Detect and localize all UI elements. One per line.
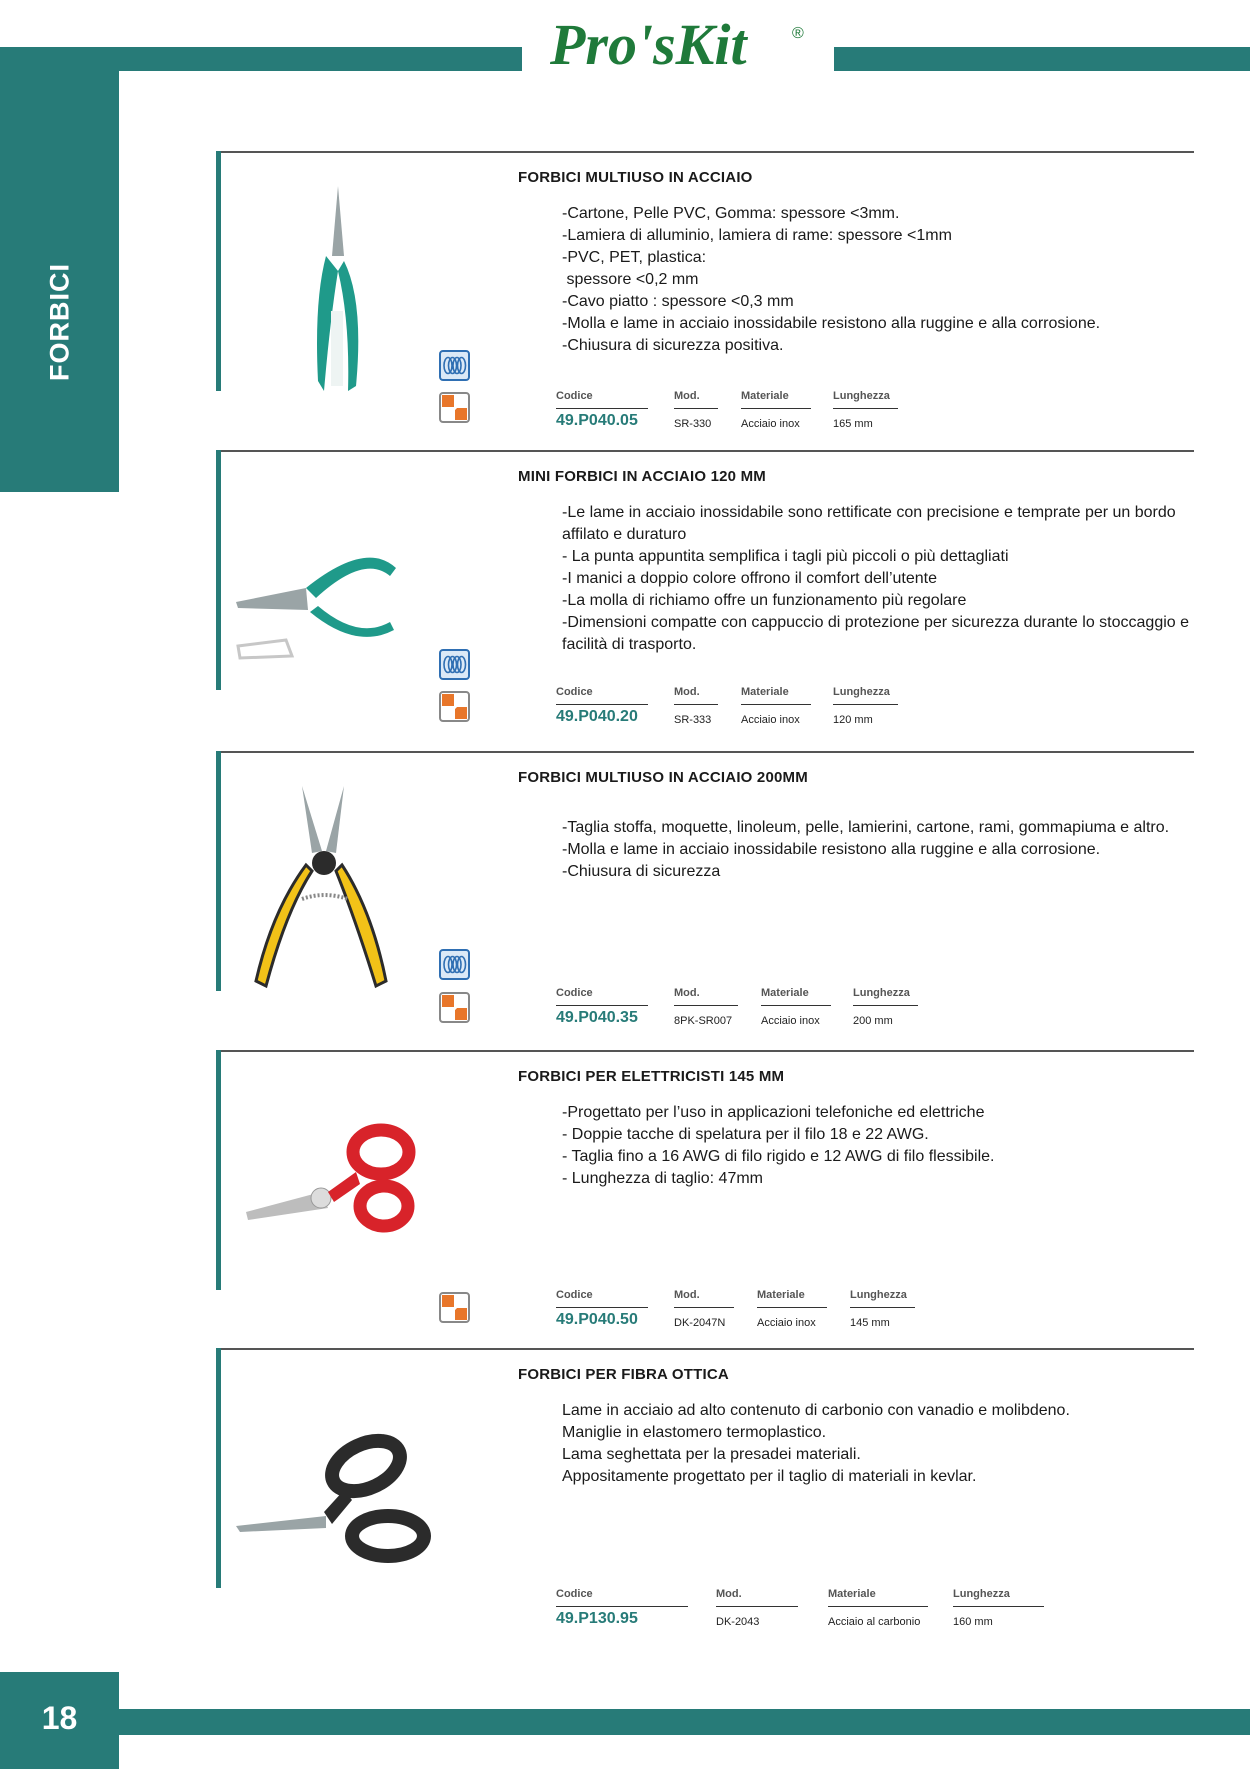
footer-bar bbox=[119, 1709, 1250, 1735]
product-photo bbox=[226, 480, 456, 720]
proskit-logo bbox=[540, 2, 820, 92]
description-line: - Lunghezza di taglio: 47mm bbox=[562, 1170, 763, 1187]
description-line: Maniglie in elastomero termoplastico. bbox=[562, 1424, 827, 1441]
product-photo bbox=[226, 781, 456, 1021]
description-line: - La punta appuntita semplifica i tagli più piccoli o più dettagliati bbox=[562, 548, 1009, 565]
accent-line bbox=[216, 1348, 221, 1588]
header-bar-right bbox=[834, 47, 1250, 71]
product-material: Acciaio al carbonio bbox=[828, 1616, 921, 1628]
safety-lock-icon bbox=[439, 392, 470, 423]
product-length: 145 mm bbox=[850, 1317, 890, 1329]
spec-rule bbox=[674, 1307, 734, 1308]
spec-header-code: Codice bbox=[556, 1289, 593, 1301]
description-line: -Chiusura di sicurezza positiva. bbox=[562, 337, 784, 354]
spec-rule bbox=[850, 1307, 915, 1308]
spring-icon bbox=[439, 949, 470, 980]
spec-header-material: Materiale bbox=[741, 686, 789, 698]
accent-line bbox=[216, 151, 221, 391]
product-block bbox=[216, 751, 1194, 1051]
spec-header-model: Mod. bbox=[674, 1289, 700, 1301]
spring-icon bbox=[439, 649, 470, 680]
description-line: -PVC, PET, plastica: bbox=[562, 249, 707, 266]
product-material: Acciaio inox bbox=[757, 1317, 816, 1329]
product-model: SR-333 bbox=[674, 714, 712, 726]
spec-rule bbox=[828, 1606, 928, 1607]
description-line: Lama seghettata per la presadei materiali. bbox=[562, 1446, 861, 1463]
spec-header-length: Lunghezza bbox=[833, 390, 890, 402]
spec-rule bbox=[674, 704, 718, 705]
description-line: -Cartone, Pelle PVC, Gomma: spessore <3mm. bbox=[562, 205, 900, 222]
description-line: -Progettato per l’uso in applicazioni telefoniche ed elettriche bbox=[562, 1104, 985, 1121]
spec-rule bbox=[674, 408, 718, 409]
spec-header-model: Mod. bbox=[674, 390, 700, 402]
product-title: FORBICI MULTIUSO IN ACCIAIO bbox=[518, 169, 753, 186]
product-description bbox=[562, 817, 1192, 883]
product-code: 49.P040.20 bbox=[556, 708, 638, 725]
product-description bbox=[562, 1102, 1192, 1190]
safety-lock-icon bbox=[439, 691, 470, 722]
product-block bbox=[216, 151, 1194, 451]
spec-header-length: Lunghezza bbox=[850, 1289, 907, 1301]
safety-lock-icon bbox=[439, 992, 470, 1023]
product-block bbox=[216, 450, 1194, 750]
spec-header-code: Codice bbox=[556, 390, 593, 402]
product-code: 49.P040.35 bbox=[556, 1009, 638, 1026]
product-material: Acciaio inox bbox=[741, 418, 800, 430]
spec-rule bbox=[741, 704, 811, 705]
product-model: DK-2043 bbox=[716, 1616, 760, 1628]
product-block bbox=[216, 1050, 1194, 1350]
spec-rule bbox=[556, 408, 648, 409]
accent-line bbox=[216, 450, 221, 690]
product-code: 49.P130.95 bbox=[556, 1610, 638, 1627]
product-title: MINI FORBICI IN ACCIAIO 120 MM bbox=[518, 468, 766, 485]
spec-header-material: Materiale bbox=[757, 1289, 805, 1301]
product-material: Acciaio inox bbox=[761, 1015, 820, 1027]
product-description bbox=[562, 203, 1192, 357]
separator-line bbox=[216, 151, 1194, 153]
spec-rule bbox=[761, 1005, 831, 1006]
product-image bbox=[226, 1080, 456, 1320]
spec-header-length: Lunghezza bbox=[853, 987, 910, 999]
spring-icon bbox=[439, 350, 470, 381]
product-photo bbox=[226, 181, 456, 421]
product-title: FORBICI PER ELETTRICISTI 145 MM bbox=[518, 1068, 785, 1085]
spec-header-material: Materiale bbox=[761, 987, 809, 999]
section-label: FORBICI bbox=[44, 263, 75, 381]
product-length: 165 mm bbox=[833, 418, 873, 430]
product-model: SR-330 bbox=[674, 418, 712, 430]
description-line: -I manici a doppio colore offrono il comfort dell’utente bbox=[562, 570, 938, 587]
product-length: 160 mm bbox=[953, 1616, 993, 1628]
spec-header-model: Mod. bbox=[716, 1588, 742, 1600]
spec-header-material: Materiale bbox=[828, 1588, 876, 1600]
description-line: -Lamiera di alluminio, lamiera di rame: spessore <1mm bbox=[562, 227, 952, 244]
product-description bbox=[562, 502, 1192, 656]
spec-header-code: Codice bbox=[556, 987, 593, 999]
spec-rule bbox=[556, 1307, 648, 1308]
product-photo bbox=[226, 1378, 456, 1618]
spec-rule bbox=[741, 408, 811, 409]
product-model: DK-2047N bbox=[674, 1317, 726, 1329]
spec-rule bbox=[674, 1005, 738, 1006]
separator-line bbox=[216, 1348, 1194, 1350]
description-line: -La molla di richiamo offre un funzionamento più regolare bbox=[562, 592, 967, 609]
spec-rule bbox=[953, 1606, 1044, 1607]
logo-registered: ® bbox=[792, 25, 804, 42]
separator-line bbox=[216, 1050, 1194, 1052]
description-line: -Taglia stoffa, moquette, linoleum, pelle, lamierini, cartone, rami, gommapiuma e altro. bbox=[562, 819, 1170, 836]
product-image bbox=[226, 781, 456, 1021]
spec-header-model: Mod. bbox=[674, 987, 700, 999]
product-image bbox=[226, 1378, 456, 1618]
spec-header-code: Codice bbox=[556, 1588, 593, 1600]
product-title: FORBICI MULTIUSO IN ACCIAIO 200MM bbox=[518, 769, 808, 786]
description-line: spessore <0,2 mm bbox=[562, 271, 699, 288]
description-line: -Cavo piatto : spessore <0,3 mm bbox=[562, 293, 794, 310]
spec-header-length: Lunghezza bbox=[833, 686, 890, 698]
description-line: - Doppie tacche di spelatura per il filo 18 e 22 AWG. bbox=[562, 1126, 929, 1143]
product-title: FORBICI PER FIBRA OTTICA bbox=[518, 1366, 729, 1383]
description-line: Appositamente progettato per il taglio di materiali in kevlar. bbox=[562, 1468, 977, 1485]
accent-line bbox=[216, 751, 221, 991]
description-line: - Taglia fino a 16 AWG di filo rigido e 12 AWG di filo flessibile. bbox=[562, 1148, 995, 1165]
spec-header-model: Mod. bbox=[674, 686, 700, 698]
spec-header-length: Lunghezza bbox=[953, 1588, 1010, 1600]
page-number: 18 bbox=[41, 1700, 78, 1736]
separator-line bbox=[216, 450, 1194, 452]
product-image bbox=[226, 480, 456, 720]
product-description bbox=[562, 1400, 1192, 1488]
product-length: 120 mm bbox=[833, 714, 873, 726]
spec-rule bbox=[757, 1307, 827, 1308]
spec-header-material: Materiale bbox=[741, 390, 789, 402]
spec-rule bbox=[556, 1606, 688, 1607]
product-material: Acciaio inox bbox=[741, 714, 800, 726]
description-line: -Dimensioni compatte con cappuccio di protezione per sicurezza durante lo stoccaggio e facilità di trasporto. bbox=[562, 614, 1194, 653]
product-code: 49.P040.05 bbox=[556, 412, 638, 429]
product-image bbox=[226, 181, 456, 421]
description-line: -Molla e lame in acciaio inossidabile resistono alla ruggine e alla corrosione. bbox=[562, 841, 1101, 858]
description-line: -Le lame in acciaio inossidabile sono rettificate con precisione e temprate per un bordo affilato e duraturo bbox=[562, 504, 1181, 543]
spec-rule bbox=[556, 704, 648, 705]
product-length: 200 mm bbox=[853, 1015, 893, 1027]
accent-line bbox=[216, 1050, 221, 1290]
description-line: -Chiusura di sicurezza bbox=[562, 863, 721, 880]
product-photo bbox=[226, 1080, 456, 1320]
spec-rule bbox=[833, 408, 898, 409]
spec-rule bbox=[833, 704, 898, 705]
spec-rule bbox=[716, 1606, 798, 1607]
product-block bbox=[216, 1348, 1194, 1648]
spec-header-code: Codice bbox=[556, 686, 593, 698]
safety-lock-icon bbox=[439, 1292, 470, 1323]
separator-line bbox=[216, 751, 1194, 753]
spec-rule bbox=[556, 1005, 648, 1006]
description-line: Lame in acciaio ad alto contenuto di carbonio con vanadio e molibdeno. bbox=[562, 1402, 1070, 1419]
logo-text: Pro'sKit bbox=[550, 12, 747, 77]
product-model: 8PK-SR007 bbox=[674, 1015, 733, 1027]
product-code: 49.P040.50 bbox=[556, 1311, 638, 1328]
spec-rule bbox=[853, 1005, 918, 1006]
description-line: -Molla e lame in acciaio inossidabile resistono alla ruggine e alla corrosione. bbox=[562, 315, 1101, 332]
